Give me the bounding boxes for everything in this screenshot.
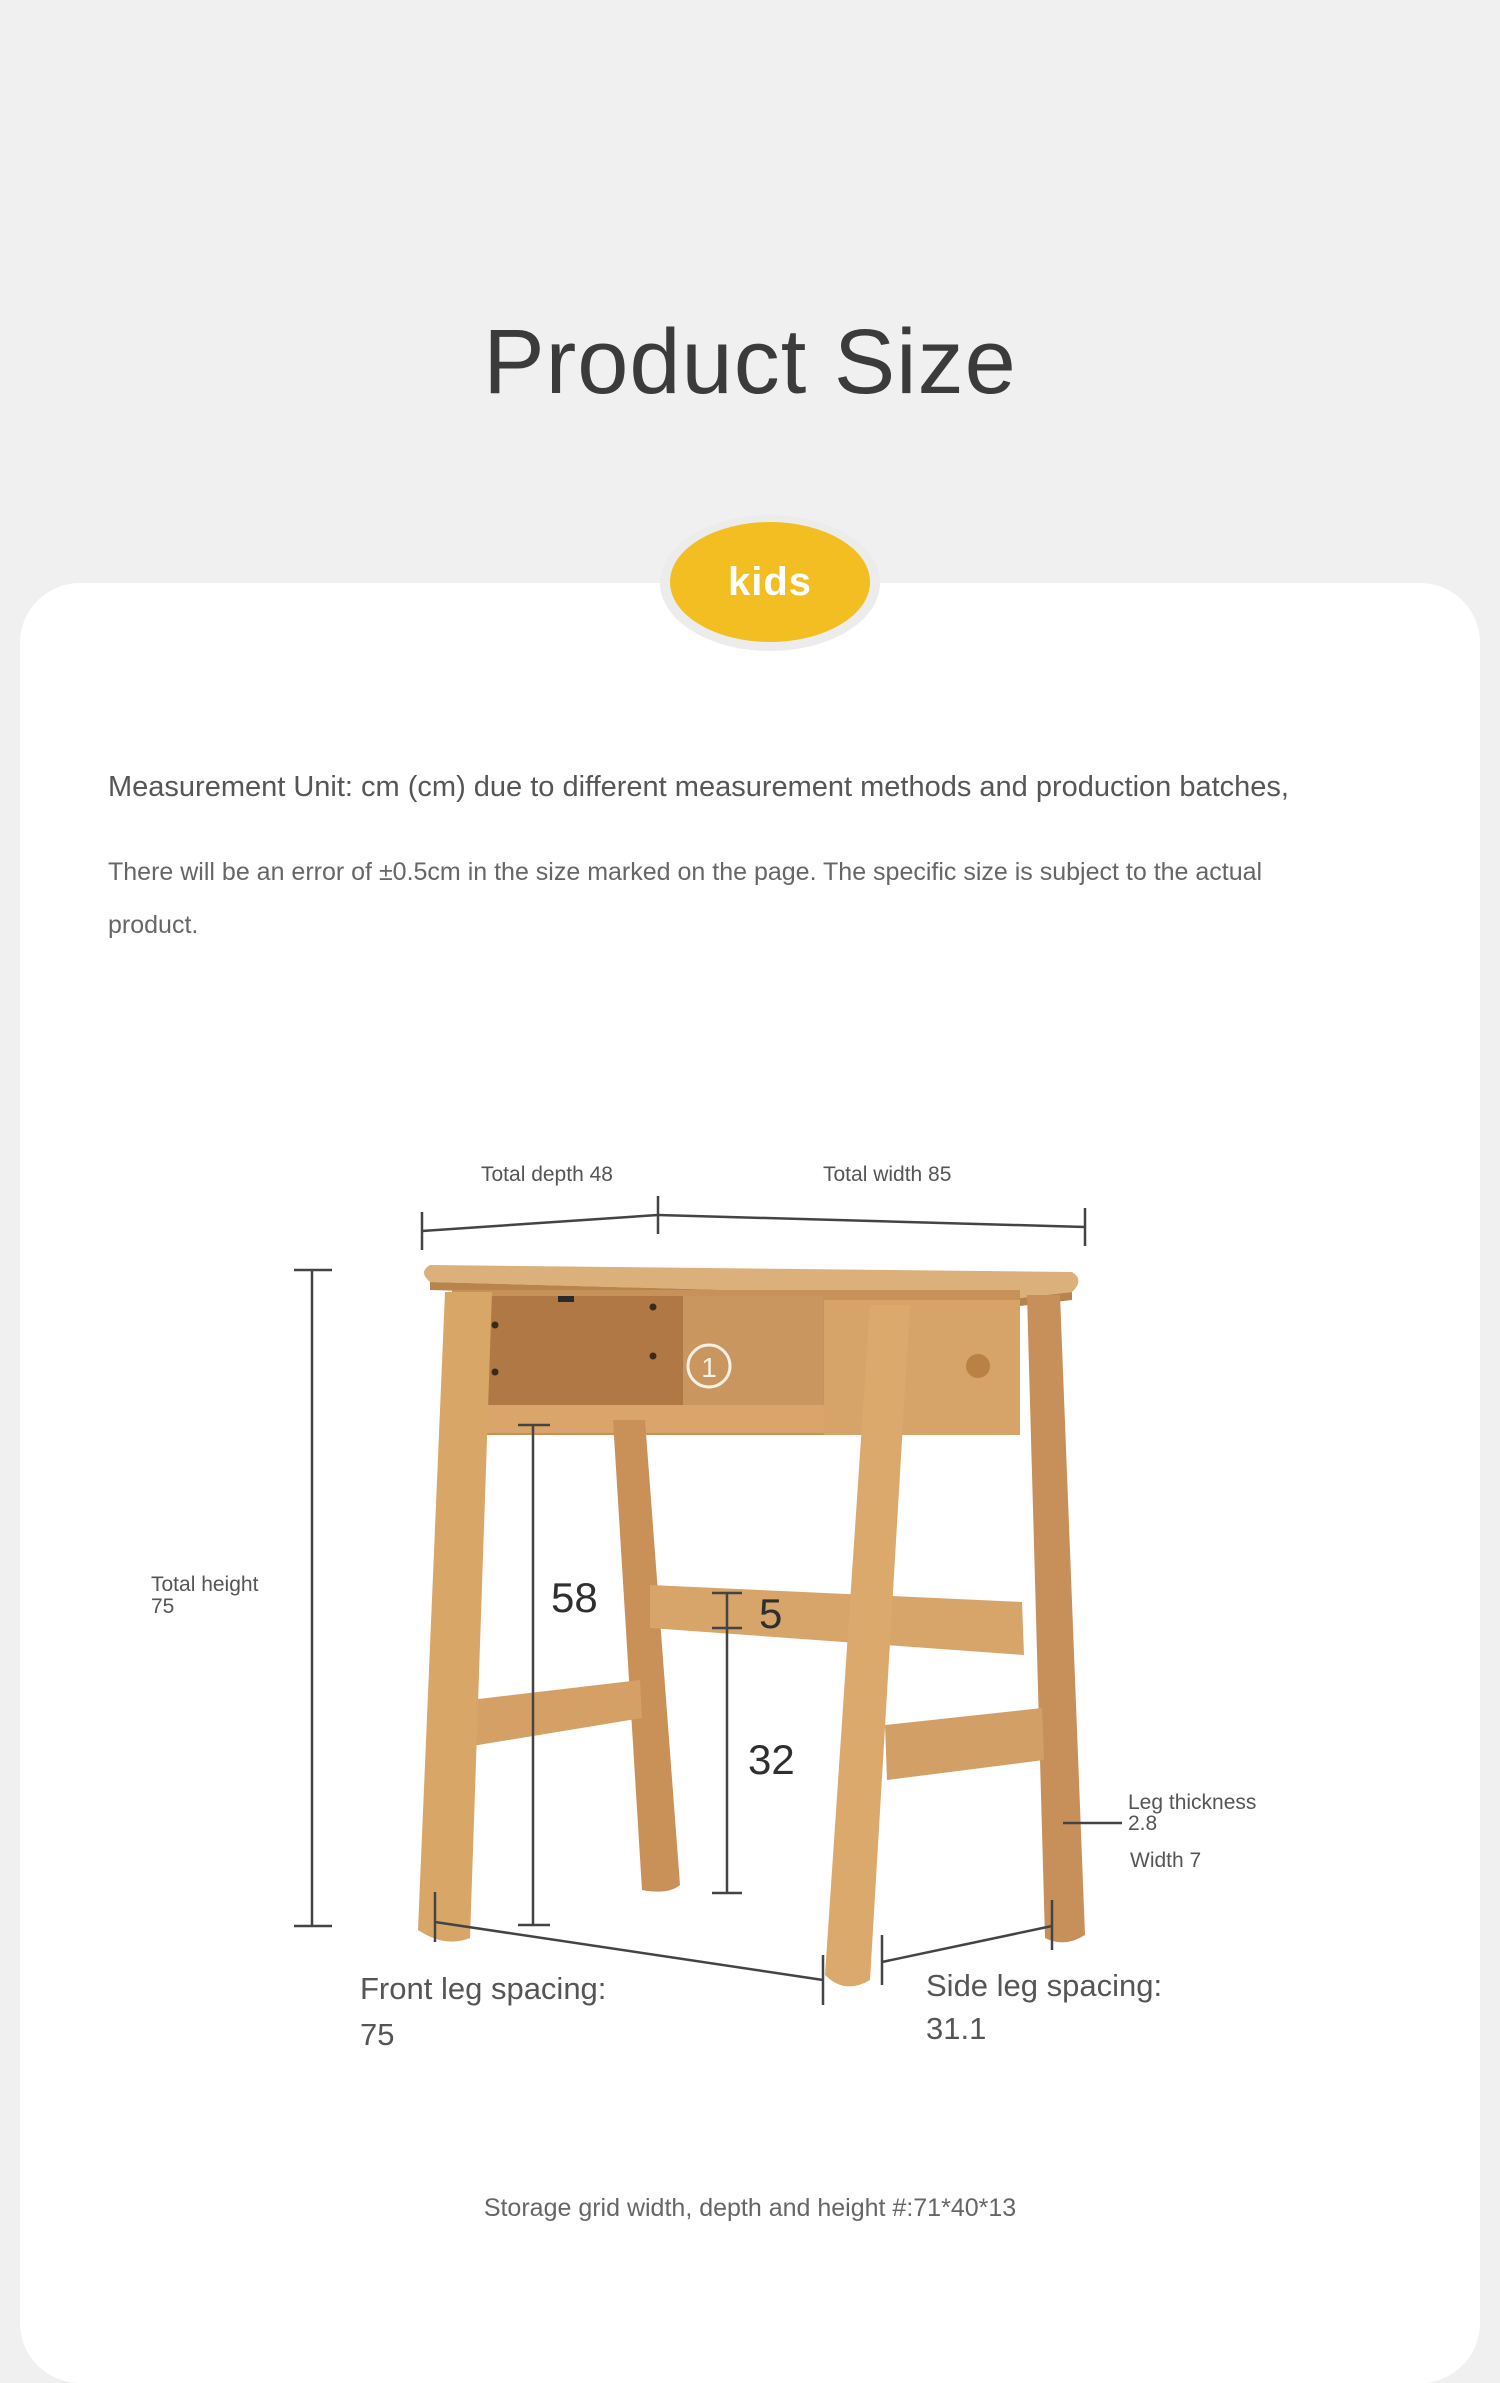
kids-badge: kids [670, 522, 870, 642]
total-width-label: Total width 85 [823, 1163, 952, 1186]
front-leg-spacing-label: Front leg spacing: [360, 1971, 607, 2006]
inner-height-58-label: 58 [551, 1574, 598, 1621]
compartment-marker: 1 [701, 1352, 717, 1383]
leg-width-label: Width 7 [1130, 1849, 1202, 1872]
total-height-value: 75 [151, 1595, 175, 1618]
side-leg-spacing-label: Side leg spacing: [926, 1968, 1163, 2003]
page-title: Product Size [483, 311, 1017, 413]
hook-knob [966, 1354, 990, 1378]
leg-thickness-value: 2.8 [1128, 1812, 1158, 1835]
front-leg-spacing-value: 75 [360, 2017, 395, 2052]
leg-thickness-label: Leg thickness [1128, 1791, 1257, 1814]
storage-grid-note: Storage grid width, depth and height #:71*40*13 [483, 2194, 1017, 2222]
measurement-unit-note: Measurement Unit: cm (cm) due to different measurement methods and production batches, [108, 771, 1289, 803]
side-leg-spacing-value: 31.1 [926, 2011, 987, 2046]
rail-height-32-label: 32 [748, 1736, 795, 1783]
rail-5-label: 5 [759, 1590, 783, 1637]
side-rail [470, 1680, 642, 1746]
total-height-label: Total height [151, 1573, 259, 1596]
front-left-leg [418, 1292, 492, 1942]
desk-illustration [0, 1100, 1500, 2020]
error-tolerance-note: There will be an error of ±0.5cm in the size marked on the page. The specific size is subject to the actual product. [108, 858, 1263, 939]
total-depth-label: Total depth 48 [481, 1163, 613, 1186]
